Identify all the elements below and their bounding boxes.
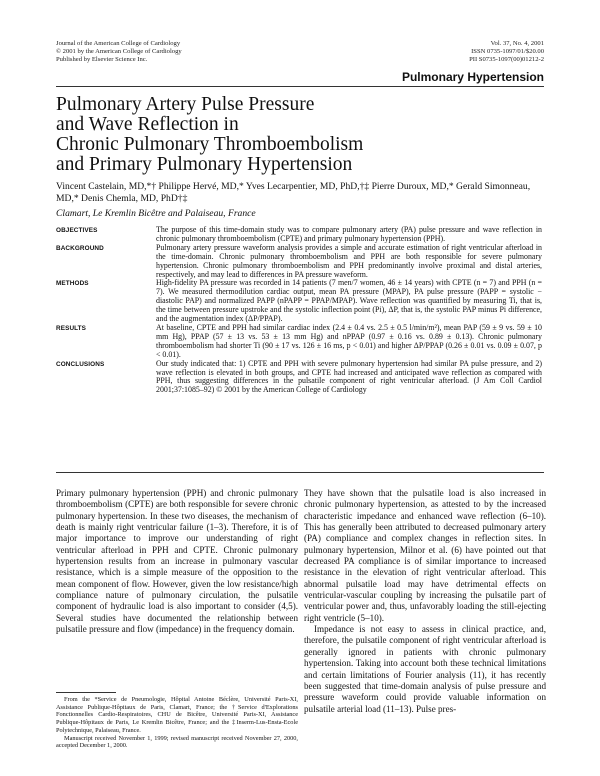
abstract-rule [56, 472, 544, 473]
body-paragraph: Primary pulmonary hypertension (PPH) and chronic pulmonary thromboembolism (CPTE) are both responsible for severe chronic pulmonary hypertension. In these two diseases, the mechanism of death is mainly right ventricular failure (1–3). Therefore, it is of major importance to improve our understanding of right ventricular afterload in PPH and CPTE. Chronic pulmonary hypertension results from an increase in pulmonary vascular resistance, which is a simple measure of the opposition to the mean component of flow. However, given the low resistance/high compliance nature of pulmonary circulation, the pulsatile component of hydraulic load is also important to consider (4,5). Several studies have documented the relationship between pulsatile pressure and flow (impedance) in the frequency domain. [56, 488, 298, 635]
footnote-rule [56, 692, 116, 693]
journal-name: Journal of the American College of Cardiology [56, 40, 181, 47]
body-paragraph: Impedance is not easy to assess in clinical practice, and, therefore, the pulsatile component of right ventricular afterload is generally ignored in patients with chronic pulmonary hypertension. Taking into account both these technical limitations and certain limitations of Fourier analysis (11), it has recently been suggested that time-domain analysis of pulse pressure and pressure waveform could provide valuable information on pulsatile arterial load (11–13). Pulse pres- [304, 624, 546, 714]
abstract-background [56, 244, 544, 280]
body-paragraph: They have shown that the pulsatile load is also increased in chronic pulmonary hypertension, as attested to by the increased characteristic impedance and enhanced wave reflection (6–10). This has generally been attributed to decreased pulmonary artery (PA) compliance and complex changes in reflection sites. In pulmonary hypertension, Milnor et al. (6) have pointed out that decreased PA compliance is of similar importance to increased resistance in the elevation of right ventricular afterload. This abnormal pulsatile load may have detrimental effects on ventricular-vascular coupling by increasing the pulsatile part of ventricular power and, thus, unfavorably loading the still-ejecting right ventricle (5–10). [304, 488, 546, 623]
section-label: Pulmonary Hypertension [401, 70, 544, 84]
body-column-right [304, 488, 546, 715]
abstract-text: At baseline, CPTE and PPH had similar cardiac index (2.4 ± 0.4 vs. 2.5 ± 0.5 l/min/m²), mean PAP (59 ± 9 vs. 59 ± 10 mm Hg), PPAP (57 ± 13 vs. 53 ± 13 mm Hg) and nPPAP (0.97 ± 0.16 vs. 0.89 ± 0.13). Chronic pulmonary thromboembolism had shorter Ti (90 ± 17 vs. 126 ± 16 ms, p < 0.01) and higher ΔP/PPAP (0.26 ± 0.01 vs. 0.09 ± 0.07, p < 0.01). [156, 322, 542, 359]
abstract-results [56, 324, 544, 360]
footnote-dates: Manuscript received November 1, 1999; revised manuscript received November 27, 2000, accepted December 1, 2000. [56, 734, 298, 750]
title-line: Chronic Pulmonary Thromboembolism [56, 134, 364, 155]
volume-line: Vol. 37, No. 4, 2001 [490, 40, 544, 47]
author-list: Vincent Castelain, MD,*† Philippe Hervé, MD,* Yves Lecarpentier, MD, PhD,†‡ Pierre Duroux, MD,* Gerald Simonneau, MD,* Denis Chemla, MD, PhD†‡ [56, 181, 531, 204]
footnote [56, 696, 298, 750]
abstract-text: High-fidelity PA pressure was recorded in 14 patients (7 men/7 women, 46 ± 14 years) with CPTE (n = 7) and PPH (n = 7). We measured thermodilution cardiac output, mean PA pressure (MPAP), PA pulse pressure (PAPP = systolic − diastolic PAP) and normalized PAPP (nPAPP = PPAP/MPAP). Wave reflection was quantified by measuring Ti, that is, the time between pressure upstroke and the systolic inflection point (Pi), ΔP, that is, the systolic PAP minus Pi difference, and the augmentation index (ΔP/PPAP). [156, 278, 542, 324]
title-line: and Wave Reflection in [56, 114, 239, 135]
abstract-label: OBJECTIVES [56, 227, 98, 234]
abstract-label: METHODS [56, 280, 89, 288]
journal-header-left [56, 40, 316, 64]
affiliation: Clamart, Le Kremlin Bicêtre and Palaiseau, France [56, 208, 256, 219]
pii-line: PII S0735-1097(00)01212-2 [469, 56, 544, 63]
publisher-line: Published by Elsevier Science Inc. [56, 56, 148, 63]
abstract-label: BACKGROUND [56, 244, 104, 252]
journal-header-right [344, 40, 544, 64]
abstract-text: Pulmonary artery pressure waveform analysis provides a simple and accurate estimation of right ventricular afterload in the time-domain. Chronic pulmonary thromboembolism and PPH are both responsible for severe pulmonary hypertension. Chronic pulmonary thromboembolism and PPH predominantly involve proximal and distal arteries, respectively, and may lead to differences in PA pressure waveform. [156, 242, 542, 279]
abstract [56, 226, 544, 395]
abstract-methods [56, 279, 544, 324]
abstract-label: RESULTS [56, 324, 87, 332]
footnote-affiliations: From the *Service de Pneumologie, Hôpital Antoine Béclère, Université Paris-XI, Assistance Publique-Hôpitaux de Paris, Clamart, France; the †Service d'Explorations Fonctionnelles Cardio-Respiratoires, CHU de Bicêtre, Université Paris-XI, Assistance Publique-Hôpitaux de Paris, Le Kremlin Bicêtre, France; and the ‡Inserm-Lus-Ensta-Ecole Polytechnique, Palaiseau, France. [56, 696, 298, 734]
body-column-left [56, 488, 298, 635]
title-line: and Primary Pulmonary Hypertension [56, 154, 353, 175]
title-line: Pulmonary Artery Pulse Pressure [56, 94, 315, 115]
abstract-text: The purpose of this time-domain study was to compare pulmonary artery (PA) pulse pressure and wave reflection in chronic pulmonary thromboembolism (CPTE) and primary pulmonary hypertension (PPH). [156, 225, 542, 243]
copyright-line: © 2001 by the American College of Cardiology [56, 48, 182, 55]
abstract-objectives [56, 226, 544, 244]
header-rule [56, 86, 544, 87]
abstract-text: Our study indicated that: 1) CPTE and PPH with severe pulmonary hypertension had similar PA pulse pressure, and 2) wave reflection is elevated in both groups, and CPTE had increased and anticipated wave reflection as compared with PPH, thus suggesting differences in the pulsatile component of right ventricular afterload. (J Am Coll Cardiol 2001;37:1085–92) © 2001 by the American College of Cardiology [156, 358, 542, 395]
article-title [56, 95, 536, 175]
abstract-conclusions [56, 360, 544, 396]
abstract-label: CONCLUSIONS [56, 360, 105, 368]
issn-line: ISSN 0735-1097/01/$20.00 [471, 48, 544, 55]
